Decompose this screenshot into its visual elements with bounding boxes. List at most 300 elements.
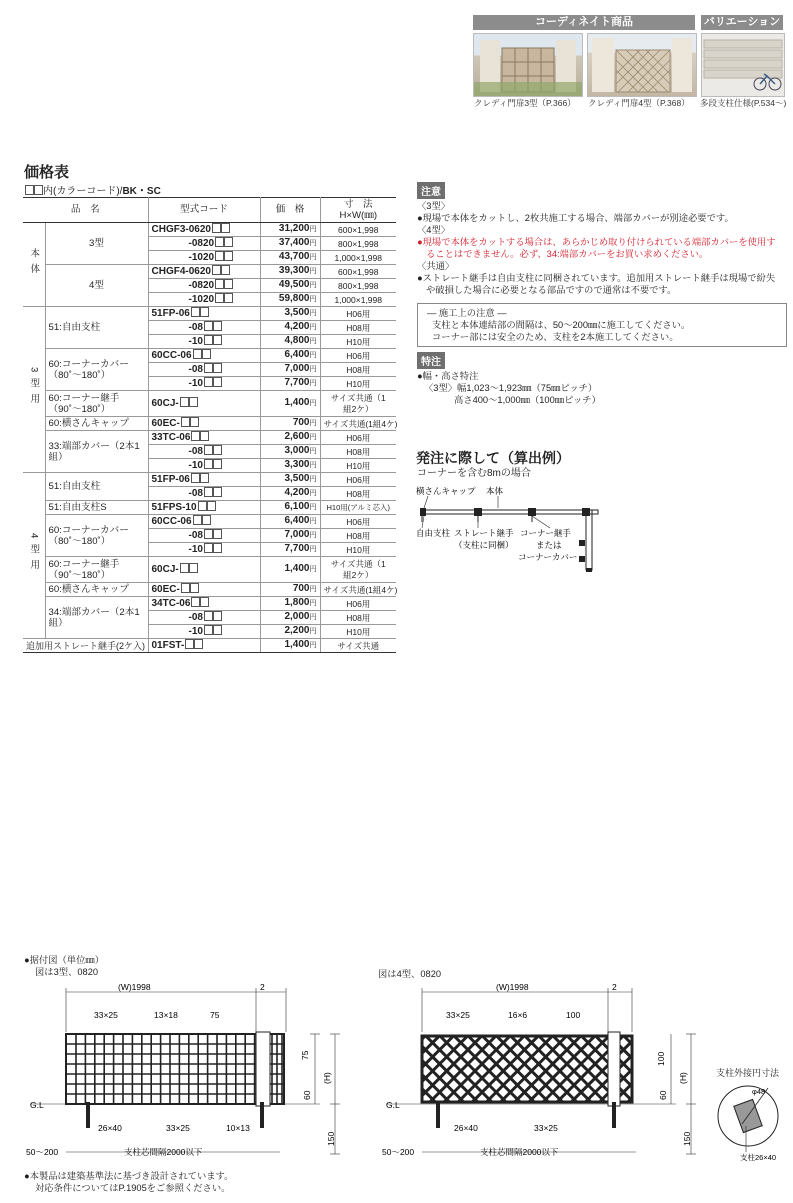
item-price <box>260 251 320 265</box>
dim-h100: 100 <box>656 1051 666 1066</box>
price-value: 7,700 <box>284 377 310 388</box>
item-code <box>148 363 260 377</box>
header-code: 型式コード <box>148 198 260 223</box>
item-code <box>148 445 260 459</box>
yen-unit: 円 <box>309 254 317 261</box>
item-size: H10用 <box>320 377 396 391</box>
item-name: 51:自由支柱 <box>45 307 148 349</box>
color-code-box-icon <box>181 583 190 593</box>
price-value: 6,400 <box>284 349 310 360</box>
item-name: 60:コーナーカバー（80˚〜180˚） <box>45 515 148 557</box>
dim-2: 2 <box>612 984 617 992</box>
item-size: サイズ共通（1組2ケ） <box>320 391 396 417</box>
post-circle-diagram <box>712 1080 790 1164</box>
table-row <box>23 307 396 321</box>
dim-26x40: 26×40 <box>98 1123 122 1133</box>
yen-unit: 円 <box>309 518 317 525</box>
label-body: 本体 <box>486 486 504 496</box>
item-price <box>260 459 320 473</box>
price-value: 4,800 <box>284 335 310 346</box>
header-size-bottom: H×W(㎜) <box>339 210 378 221</box>
item-price <box>260 237 320 251</box>
item-price <box>260 279 320 293</box>
code-text: 51FPS-10 <box>151 502 197 513</box>
table-row <box>23 417 396 431</box>
color-code-box-icon <box>198 501 207 511</box>
dim-width: (W)1998 <box>118 984 151 992</box>
straight-joint-icon <box>474 508 482 516</box>
price-table <box>23 197 396 653</box>
product-photo-multistage <box>701 33 785 97</box>
item-size: H10用 <box>320 625 396 639</box>
header-size <box>320 198 396 223</box>
label-corner-cover: コーナーカバー <box>518 552 578 562</box>
code-text: 60EC- <box>151 584 180 595</box>
color-code-box-icon <box>193 349 202 359</box>
item-code <box>148 417 260 431</box>
dim-h150: 150 <box>682 1131 692 1146</box>
color-code-box-icon <box>204 625 213 635</box>
code-text: 51FP-06 <box>151 308 190 319</box>
color-code-box-icon <box>213 487 222 497</box>
color-code-box-icon <box>204 543 213 553</box>
dim-10x13: 10×13 <box>226 1123 250 1133</box>
item-code <box>148 251 260 265</box>
color-code-box-icon <box>213 445 222 455</box>
straight-joint-icon <box>528 508 536 516</box>
price-value: 4,200 <box>284 321 310 332</box>
color-code-box-icon <box>191 473 200 483</box>
color-code-box-icon <box>204 487 213 497</box>
header-name: 品 名 <box>23 198 148 223</box>
color-code-box-icon <box>202 515 211 525</box>
dim-width: (W)1998 <box>496 984 529 992</box>
table-row <box>23 583 396 597</box>
color-code-box-icon <box>204 377 213 387</box>
yen-unit: 円 <box>309 380 317 387</box>
item-size: H08用 <box>320 445 396 459</box>
product-photo-gate-3 <box>473 33 583 97</box>
color-code-box-icon <box>204 321 213 331</box>
item-code <box>148 335 260 349</box>
color-code-note <box>24 182 161 197</box>
item-price <box>260 445 320 459</box>
corner-joint-icon <box>582 508 590 516</box>
color-codes: BK・SC <box>122 186 161 197</box>
color-code-box-icon <box>213 543 222 553</box>
color-code-box-icon <box>212 265 221 275</box>
item-size: H06用 <box>320 431 396 445</box>
color-code-box-icon <box>190 583 199 593</box>
yen-unit: 円 <box>309 448 317 455</box>
dim-75: 75 <box>210 1010 220 1020</box>
yen-unit: 円 <box>309 400 317 407</box>
note-line-red: ●現場で本体をカットする場合は、あらかじめ取り付けられている端部カバーを使用す <box>417 237 776 247</box>
code-text: 60EC- <box>151 418 180 429</box>
color-code-box-icon <box>224 293 233 303</box>
item-price <box>260 611 320 625</box>
item-code <box>148 237 260 251</box>
order-example-subtitle: コーナーを含む8mの場合 <box>417 468 531 479</box>
item-price <box>260 363 320 377</box>
color-note-text: 内(カラーコード)/ <box>43 186 123 197</box>
item-name: 51:自由支柱 <box>45 473 148 501</box>
code-text: 01FST- <box>151 640 185 651</box>
item-code <box>148 529 260 543</box>
yen-unit: 円 <box>309 366 317 373</box>
item-code <box>148 515 260 529</box>
item-name: 60:コーナー継手（90˚〜180˚） <box>45 557 148 583</box>
item-name: 33:端部カバー（2本1組） <box>45 431 148 473</box>
item-price <box>260 501 320 515</box>
table-row <box>23 223 396 237</box>
color-code-box-icon <box>181 417 190 427</box>
code-text: 60CJ- <box>151 564 179 575</box>
item-price <box>260 431 320 445</box>
table-header-row <box>23 198 396 223</box>
price-value: 4,200 <box>284 487 310 498</box>
color-code-box-icon <box>215 237 224 247</box>
ground-level: G.L <box>386 1100 400 1110</box>
dim-h150: 150 <box>326 1131 336 1146</box>
item-name: 60:横さんキャップ <box>45 583 148 597</box>
price-value: 1,400 <box>284 639 310 650</box>
item-price <box>260 417 320 431</box>
dim-2: 2 <box>260 984 265 992</box>
color-code-box-icon <box>215 251 224 261</box>
table-row <box>23 431 396 445</box>
post-foot <box>612 1102 616 1128</box>
group-type4 <box>23 473 45 639</box>
code-text: -1020 <box>188 252 215 263</box>
dim-gap: 50〜200 <box>382 1147 415 1157</box>
color-code-box-icon <box>212 223 221 233</box>
price-value: 49,500 <box>278 279 310 290</box>
color-code-box-icon <box>213 625 222 635</box>
group-label: 3型用 <box>28 366 40 410</box>
item-code <box>148 377 260 391</box>
yen-unit: 円 <box>309 504 317 511</box>
item-size: サイズ共通(1組4ケ) <box>320 583 396 597</box>
group-type3 <box>23 307 45 473</box>
item-size: H10用 <box>320 543 396 557</box>
item-code <box>148 223 260 237</box>
item-size: 600×1,998 <box>320 223 396 237</box>
variation-header: バリエーション <box>701 15 783 30</box>
dim-33x25: 33×25 <box>94 1010 118 1020</box>
header-price: 価 格 <box>260 198 320 223</box>
color-code-box-icon <box>221 223 230 233</box>
note-line: 〈4型〉 <box>417 225 451 235</box>
multistage-fence-illustration <box>702 34 784 96</box>
special-order-notes <box>417 370 601 406</box>
color-code-box-icon <box>215 279 224 289</box>
code-text: -10 <box>188 626 203 637</box>
code-text: -10 <box>188 460 203 471</box>
item-price <box>260 223 320 237</box>
item-size: H06用 <box>320 307 396 321</box>
price-value: 1,400 <box>284 397 310 408</box>
color-code-box-icon <box>180 563 189 573</box>
price-value: 6,100 <box>284 501 310 512</box>
post <box>608 1032 620 1106</box>
code-text: -10 <box>188 336 203 347</box>
yen-unit: 円 <box>309 566 317 573</box>
item-name: 追加用ストレート継手(2ケ入) <box>23 639 148 653</box>
table-row <box>23 597 396 611</box>
color-code-box-icon <box>191 597 200 607</box>
item-code <box>148 473 260 487</box>
color-code-box-icon <box>204 529 213 539</box>
color-code-box-icon <box>204 611 213 621</box>
item-price <box>260 473 320 487</box>
dim-h: (H) <box>678 1072 688 1084</box>
code-text: -08 <box>188 612 203 623</box>
dim-33x25-bottom: 33×25 <box>534 1123 558 1133</box>
dim-100: 100 <box>566 1010 581 1020</box>
item-name: 60:コーナー継手（90˚〜180˚） <box>45 391 148 417</box>
color-code-box-icon <box>194 639 203 649</box>
yen-unit: 円 <box>309 614 317 621</box>
item-code <box>148 583 260 597</box>
item-name: 60:コーナーカバー（80˚〜180˚） <box>45 349 148 391</box>
yen-unit: 円 <box>309 628 317 635</box>
item-size: 600×1,998 <box>320 265 396 279</box>
yen-unit: 円 <box>309 296 317 303</box>
dim-h60: 60 <box>302 1090 312 1100</box>
yen-unit: 円 <box>309 352 317 359</box>
post <box>256 1032 270 1106</box>
code-text: 60CC-06 <box>151 516 192 527</box>
item-price <box>260 349 320 363</box>
gate-3-illustration <box>474 34 582 96</box>
color-code-box-icon <box>204 335 213 345</box>
color-code-box-icon <box>213 377 222 387</box>
color-code-box-icon <box>207 501 216 511</box>
special-line: 高さ400〜1,000㎜（100㎜ピッチ） <box>454 395 601 405</box>
dim-h: (H) <box>322 1072 332 1084</box>
price-value: 2,000 <box>284 611 310 622</box>
dim-pitch: 支柱芯間隔2000以下 <box>480 1147 559 1157</box>
color-code-box-icon <box>213 529 222 539</box>
order-example-title: 発注に際して（算出例） <box>416 450 570 466</box>
color-code-box-icon <box>25 185 34 195</box>
item-size: H08用 <box>320 363 396 377</box>
item-price <box>260 583 320 597</box>
color-code-box-icon <box>190 417 199 427</box>
dim-13x18: 13×18 <box>154 1010 178 1020</box>
label-free-post: 自由支柱 <box>416 528 451 538</box>
item-code <box>148 501 260 515</box>
yen-unit: 円 <box>309 476 317 483</box>
yen-unit: 円 <box>309 546 317 553</box>
item-size: H06用 <box>320 597 396 611</box>
dim-33x25: 33×25 <box>446 1010 470 1020</box>
color-code-box-icon <box>221 265 230 275</box>
item-size: 1,000×1,998 <box>320 293 396 307</box>
box-title: ― 施工上の注意 ― <box>427 308 507 318</box>
code-text: -1020 <box>188 294 215 305</box>
item-price <box>260 529 320 543</box>
table-row <box>23 639 396 653</box>
price-value: 700 <box>292 583 310 594</box>
note-line: ●ストレート継手は自由支柱に同梱されています。追加用ストレート継手は現場で紛失 <box>417 273 776 283</box>
note-line: ●現場で本体をカットし、2枚共施工する場合、端部カバーが別途必要です。 <box>417 213 734 223</box>
code-text: 51FP-06 <box>151 474 190 485</box>
yen-unit: 円 <box>309 324 317 331</box>
color-code-box-icon <box>204 445 213 455</box>
color-code-box-icon <box>224 279 233 289</box>
table-row <box>23 501 396 515</box>
code-text: -08 <box>188 488 203 499</box>
code-text: 34TC-06 <box>151 598 191 609</box>
color-code-box-icon <box>224 251 233 261</box>
code-text: -0820 <box>188 280 215 291</box>
label-straight-joint: ストレート継手 <box>454 528 514 538</box>
caution-notes <box>417 200 776 296</box>
code-text: 33TC-06 <box>151 432 191 443</box>
color-code-box-icon <box>191 307 200 317</box>
code-text: -10 <box>188 544 203 555</box>
yen-unit: 円 <box>309 586 317 593</box>
table-row <box>23 473 396 487</box>
color-code-box-icon <box>191 431 200 441</box>
item-size: H08用 <box>320 529 396 543</box>
code-text: -08 <box>188 530 203 541</box>
drawing-type3 <box>20 984 360 1164</box>
item-price <box>260 639 320 653</box>
item-price <box>260 487 320 501</box>
color-code-box-icon <box>189 397 198 407</box>
item-name: 34:端部カバー（2本1組） <box>45 597 148 639</box>
fence-top-rail <box>422 510 598 514</box>
table-row <box>23 349 396 363</box>
special-order-tag: 特注 <box>417 352 445 369</box>
item-code <box>148 639 260 653</box>
price-value: 1,800 <box>284 597 310 608</box>
item-name: 4型 <box>45 265 148 307</box>
color-code-box-icon <box>204 459 213 469</box>
item-price <box>260 625 320 639</box>
price-value: 2,600 <box>284 431 310 442</box>
caption-multistage: 多段支柱仕様(P.534〜) <box>700 98 787 108</box>
item-name: 51:自由支柱S <box>45 501 148 515</box>
price-table-title: 価格表 <box>24 164 70 181</box>
price-value: 31,200 <box>278 223 310 234</box>
note-line: 〈3型〉 <box>417 201 451 211</box>
header-size-top: 寸 法 <box>343 199 373 210</box>
order-example-diagram <box>414 484 614 574</box>
color-code-box-icon <box>200 307 209 317</box>
item-size: サイズ共通 <box>320 639 396 653</box>
item-size: H10用 <box>320 459 396 473</box>
yen-unit: 円 <box>309 420 317 427</box>
footer-note <box>24 1170 233 1194</box>
item-code <box>148 459 260 473</box>
item-price <box>260 377 320 391</box>
caption-gate-4: クレディ門扉4型（P.368） <box>588 98 690 108</box>
color-code-box-icon <box>213 363 222 373</box>
item-size: H08用 <box>320 611 396 625</box>
corner-post <box>586 510 592 570</box>
item-price <box>260 265 320 279</box>
color-code-box-icon <box>213 459 222 469</box>
yen-unit: 円 <box>309 642 317 649</box>
item-price <box>260 335 320 349</box>
footer-line: 対応条件についてはP.1905をご参照ください。 <box>35 1183 231 1193</box>
item-size: 800×1,998 <box>320 237 396 251</box>
item-code <box>148 307 260 321</box>
item-code <box>148 557 260 583</box>
color-code-box-icon <box>213 335 222 345</box>
item-code <box>148 265 260 279</box>
yen-unit: 円 <box>309 600 317 607</box>
dim-gap: 50〜200 <box>26 1147 59 1157</box>
item-code <box>148 625 260 639</box>
item-price <box>260 391 320 417</box>
color-code-box-icon <box>215 293 224 303</box>
dim-pitch: 支柱芯間隔2000以下 <box>124 1147 203 1157</box>
code-text: -08 <box>188 322 203 333</box>
code-text: CHGF4-0620 <box>151 266 211 277</box>
table-row <box>23 265 396 279</box>
item-size: H08用 <box>320 321 396 335</box>
color-code-box-icon <box>185 639 194 649</box>
corner-joint-icon <box>579 556 585 562</box>
item-size: サイズ共通(1組4ケ) <box>320 417 396 431</box>
note-line-red: ることはできません。必ず、34:端部カバーをお買い求めください。 <box>426 249 709 259</box>
color-code-box-icon <box>193 515 202 525</box>
code-text: -0820 <box>188 238 215 249</box>
installation-caution-box <box>417 303 787 347</box>
color-code-box-icon <box>204 363 213 373</box>
box-line: コーナー部には安全のため、支柱を2本施工してください。 <box>432 332 679 342</box>
dim-h75: 75 <box>300 1050 310 1060</box>
item-code <box>148 543 260 557</box>
label-straight-joint-note: （支柱に同梱） <box>454 540 514 550</box>
code-text: -08 <box>188 446 203 457</box>
caution-tag: 注意 <box>417 182 445 199</box>
item-code <box>148 611 260 625</box>
code-text: CHGF3-0620 <box>151 224 211 235</box>
special-line: ●幅・高さ特注 <box>417 371 479 381</box>
price-value: 39,300 <box>278 265 310 276</box>
price-value: 3,000 <box>284 445 310 456</box>
item-code <box>148 391 260 417</box>
item-code <box>148 293 260 307</box>
price-value: 1,400 <box>284 563 310 574</box>
yen-unit: 円 <box>309 532 317 539</box>
label-corner-joint: コーナー継手 <box>520 528 572 538</box>
item-price <box>260 557 320 583</box>
post-dimension-title: 支柱外接円寸法 <box>716 1068 780 1078</box>
group-body <box>23 223 45 307</box>
yen-unit: 円 <box>309 268 317 275</box>
price-value: 6,400 <box>284 515 310 526</box>
yen-unit: 円 <box>309 462 317 469</box>
corner-joint-icon <box>579 540 585 546</box>
post-foot <box>260 1102 264 1128</box>
code-text: -10 <box>188 378 203 389</box>
color-code-box-icon <box>34 185 43 195</box>
price-value: 59,800 <box>278 293 310 304</box>
price-value: 7,000 <box>284 363 310 374</box>
dim-16x6: 16×6 <box>508 1010 528 1020</box>
drawing-title: ●据付図（単位㎜） <box>24 955 104 965</box>
price-value: 700 <box>292 417 310 428</box>
item-code <box>148 349 260 363</box>
code-text: 60CC-06 <box>151 350 192 361</box>
